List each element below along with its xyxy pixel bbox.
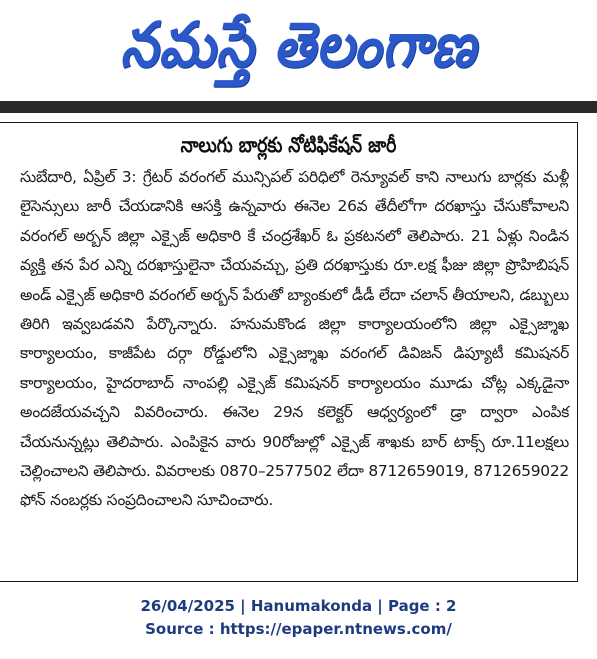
masthead-logo: నమస్తే తెలంగాణ [120, 8, 477, 81]
masthead-rule [0, 101, 597, 113]
edition-info: 26/04/2025 | Hanumakonda | Page : 2 [140, 597, 457, 615]
article-body-text: సుబేదారి, ఏప్రిల్ 3: గ్రేటర్ వరంగల్ మున్సిపల్ పరిధిలో రెన్యూవల్ కాని నాలుగు బార్లకు మళ్లీ లైసెన్సులు జారీ చేయడానికి ఆసక్తి ఉన్నవారు ఈనెల 26వ తేదీలోగా దరఖాస్తు చేసుకోవాలని వరంగల్ అర్బన్ జిల్లా ఎక్సైజ్ అధికారి కే చంద్రశేఖర్ ఓ ప్రకటనలో తెలిపారు. 21 ఏళ్లు నిండిన వ్యక్తి తన పేర ఎన్ని దరఖాస్తులైనా చేయవచ్చు, ప్రతి దరఖాస్తుకు రూ.లక్ష ఫీజు జిల్లా ప్రొహిబిషన్ అండ్ ఎక్సైజ్ అధికారి వరంగల్ అర్బన్ పేరుతో బ్యాంకులో డీడీ లేదా చలాన్ తీయాలని, డబ్బులు తిరిగి ఇవ్వబడవని పేర్కొన్నారు. హనుమకొండ జిల్లా కార్యాలయంలోని జిల్లా ఎక్సైజ్శాఖ కార్యాలయం, కాజీపేట దర్గా రోడ్డులోని ఎక్సైజ్శాఖ వరంగల్ డివిజన్ డిప్యూటీ కమిషనర్ కార్యాలయం, హైదరాబాద్ నాంపల్లి ఎక్సైజ్ కమిషనర్ కార్యాలయం మూడు చోట్ల ఎక్కడైనా అందజేయవచ్చని వివరించారు. ఈనెల 29న కలెక్టర్ ఆధ్వర్యంలో డ్రా ద్వారా ఎంపిక చేయనున్నట్లు తెలిపారు. ఎంపికైన వారు 90రోజుల్లో ఎక్సైజ్ శాఖకు బార్ టాక్స్ రూ.11లక్షలు చెల్లించాలని తెలిపారు. వివరాలకు 0870–2577502 లేదా 8712659019, 8712659022 ఫోన్ నంబర్లకు సంప్రదించాలని సూచించారు. [20, 168, 569, 510]
article-headline: నాలుగు బార్లకు నోటిఫికేషన్ జారీ [180, 133, 397, 157]
article-clipping [0, 122, 578, 582]
newspaper-masthead [0, 0, 597, 100]
source-link[interactable]: Source : https://epaper.ntnews.com/ [145, 620, 452, 638]
